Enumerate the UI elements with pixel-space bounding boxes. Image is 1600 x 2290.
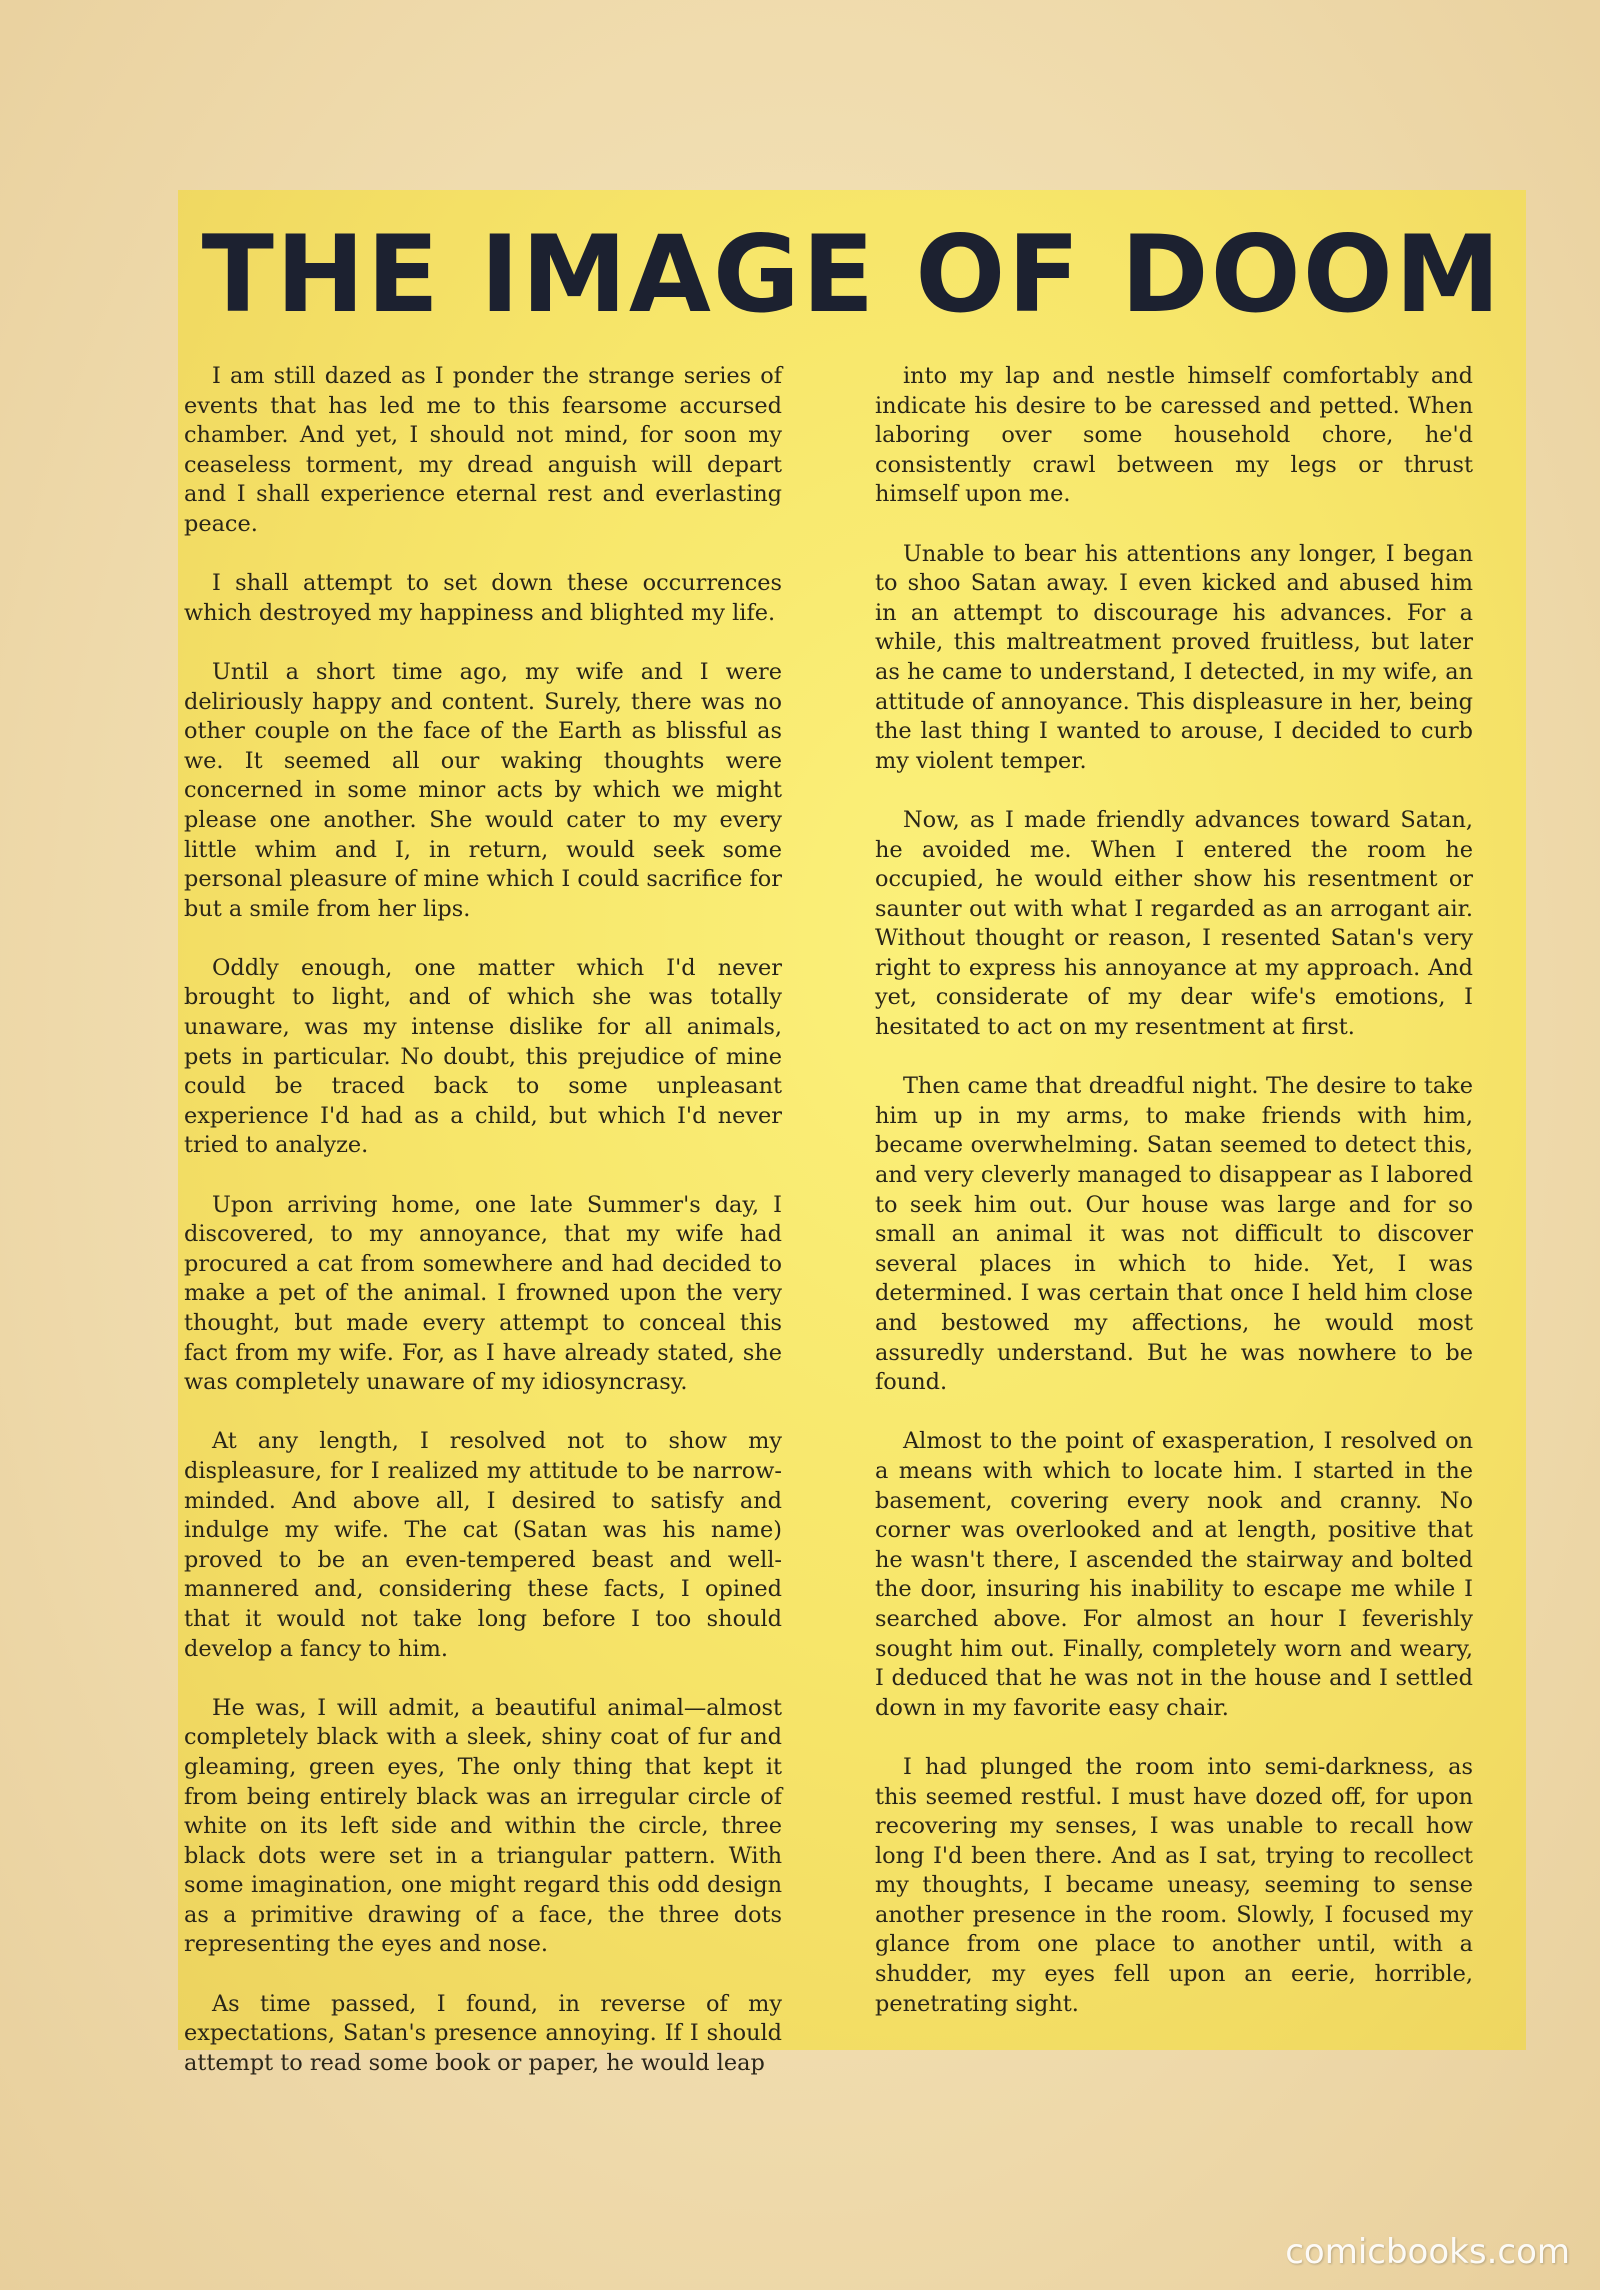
paragraph: I had plunged the room into semi-darkness, as this seemed restful. I must have dozed off, for upon recovering my senses, I was unable to recall how long I'd been there. And as I sat, trying to recollect my thoughts, I became uneasy, seeming to sense another presence in the room. Slowly, I focused my glance from one place to another until, with a shudder, my eyes fell upon an eerie, horrible, penetrating sight. [875,1753,1473,2017]
paragraph: into my lap and nestle himself comfortably and indicate his desire to be caressed and petted. When laboring over some household chore, he'd consistently crawl between my legs or thrust himself upon me. [875,363,1473,508]
site-watermark: comicbooks.com [1285,2232,1570,2272]
paragraph: Until a short time ago, my wife and I were deliriously happy and content. Surely, there was no other couple on the face of the Earth as blissful as we. It seemed all our waking thoughts were concerned in some minor acts by which we might please one another. She would cater to my every little whim and I, in return, would seek some personal pleasure of mine which I could sacrifice for but a smile from her lips. [184,658,782,922]
left-column [184,362,782,2108]
paragraph: I am still dazed as I ponder the strange series of events that has led me to this fearsome accursed chamber. And yet, I should not mind, for soon my ceaseless torment, my dread anguish will depart and I shall experience eternal rest and everlasting peace. [184,363,782,537]
paragraph: Unable to bear his attentions any longer, I began to shoo Satan away. I even kicked and abused him in an attempt to discourage his advances. For a while, this maltreatment proved fruitless, but later as he came to understand, I detected, in my wife, an attitude of annoyance. This displeasure in her, being the last thing I wanted to arouse, I decided to curb my violent temper. [875,540,1473,774]
paragraph: As time passed, I found, in reverse of my expectations, Satan's presence annoying. If I should attempt to read some book or paper, he would leap [184,1990,782,2076]
paragraph: Now, as I made friendly advances toward Satan, he avoided me. When I entered the room he occupied, he would either show his resentment or saunter out with what I regarded as an arrogant air. Without thought or reason, I resented Satan's very right to express his annoyance at my approach. And yet, considerate of my dear wife's emotions, I hesitated to act on my resentment at first. [875,806,1473,1041]
paragraph: I shall attempt to set down these occurrences which destroyed my happiness and blighted my life. [184,570,782,626]
paragraph: Almost to the point of exasperation, I resolved on a means with which to locate him. I started in the basement, covering every nook and cranny. No corner was overlooked and at length, positive that he wasn't there, I ascended the stairway and bolted the door, insuring his inability to escape me while I searched above. For almost an hour I feverishly sought him out. Finally, completely worn and weary, I deduced that he was not in the house and I settled down in my favorite easy chair. [875,1428,1473,1721]
story-title: THE IMAGE OF DOOM [201,213,1503,336]
paragraph: Oddly enough, one matter which I'd never brought to light, and of which she was totally unaware, was my intense dislike for all animals, pets in particular. No doubt, this prejudice of mine could be traced back to some unpleasant experience I'd had as a child, but which I'd never tried to analyze. [184,954,782,1159]
paragraph: At any length, I resolved not to show my displeasure, for I realized my attitude to be narrow-minded. And above all, I desired to satisfy and indulge my wife. The cat (Satan was his name) proved to be an even-tempered beast and well-mannered and, considering these facts, I opined that it would not take long before I too should develop a fancy to him. [184,1428,782,1662]
paragraph: He was, I will admit, a beautiful animal—almost completely black with a sleek, shiny coat of fur and gleaming, green eyes, The only thing that kept it from being entirely black was an irregular circle of white on its left side and within the circle, three black dots were set in a triangular pattern. With some imagination, one might regard this odd design as a primitive drawing of a face, the three dots representing the eyes and nose. [184,1694,782,1958]
paragraph: Then came that dreadful night. The desire to take him up in my arms, to make friends with him, became overwhelming. Satan seemed to detect this, and very cleverly managed to disappear as I labored to seek him out. Our house was large and for so small an animal it was not difficult to discover several places in which to hide. Yet, I was determined. I was certain that once I held him close and bestowed my affections, he would most assuredly understand. But he was nowhere to be found. [875,1073,1473,1396]
story-panel [178,190,1526,2076]
paragraph: Upon arriving home, one late Summer's day, I discovered, to my annoyance, that my wife had procured a cat from somewhere and had decided to make a pet of the animal. I frowned upon the very thought, but made every attempt to conceal this fact from my wife. For, as I have already stated, she was completely unaware of my idiosyncrasy. [184,1191,782,1396]
right-column [875,362,1473,2049]
